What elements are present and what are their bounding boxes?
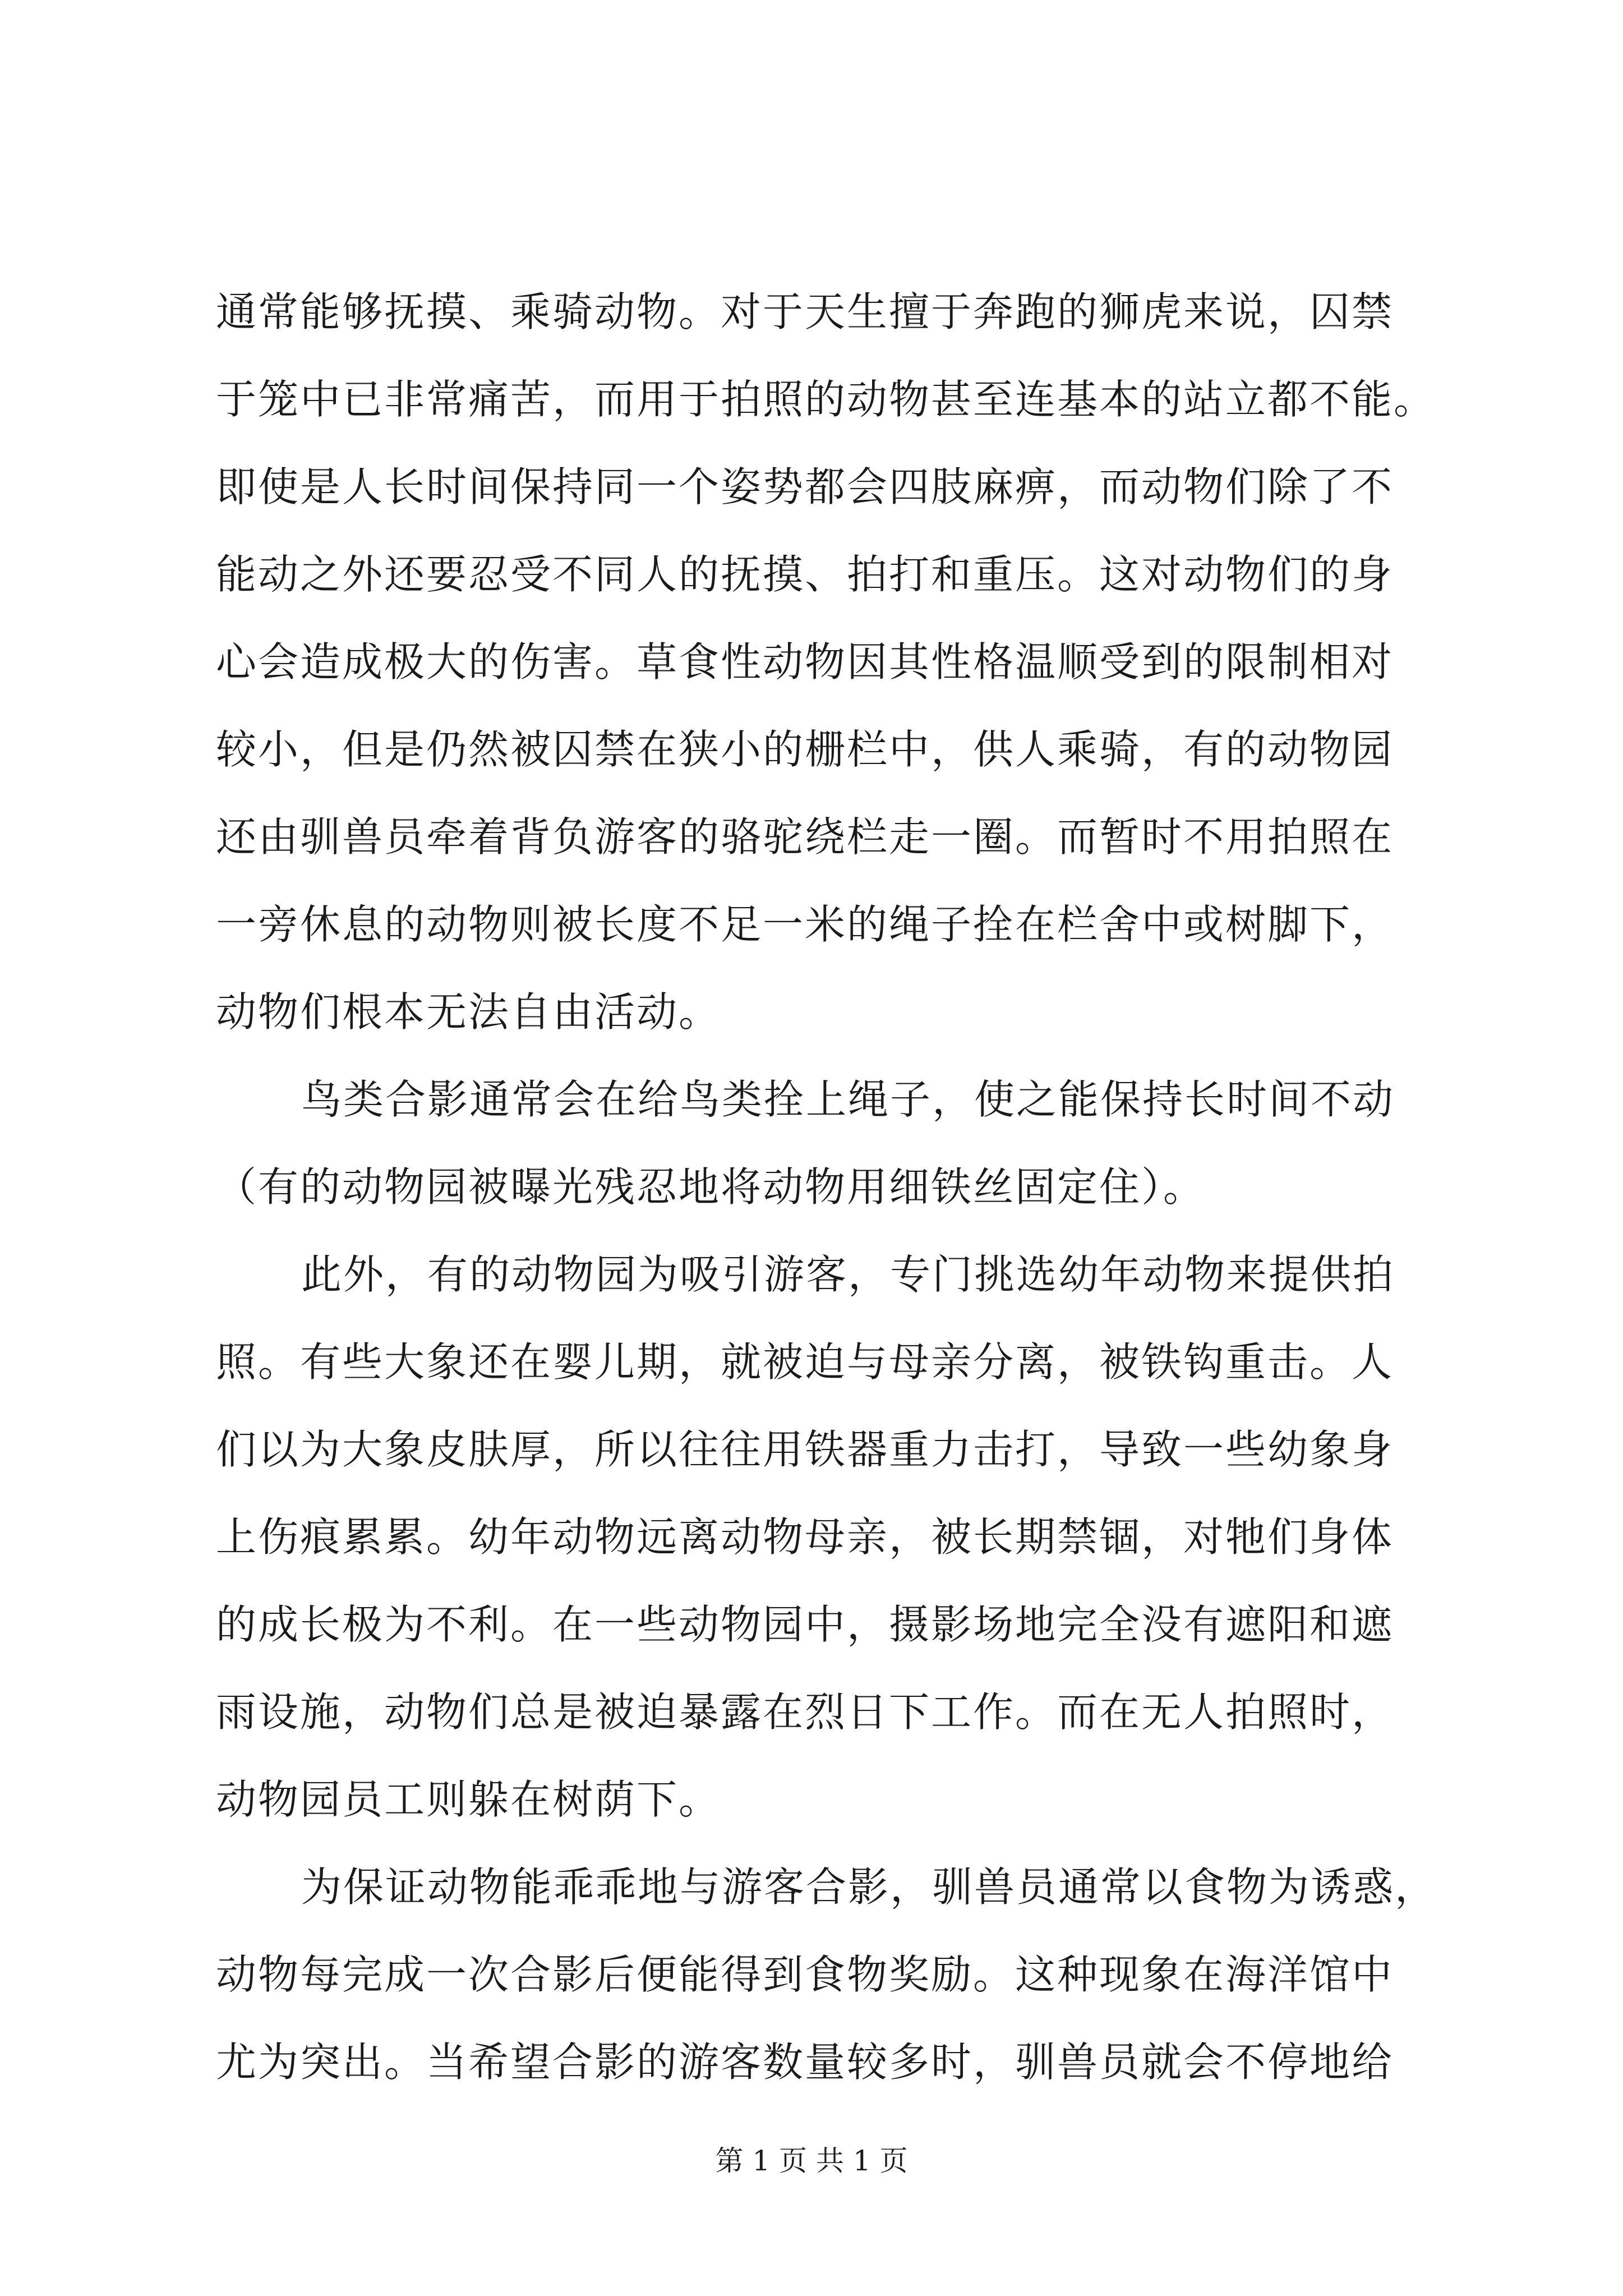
body-text <box>216 268 1438 2106</box>
text-line: 即使是人长时间保持同一个姿势都会四肢麻痹，而动物们除了不 <box>216 463 1394 510</box>
text-line: 通常能够抚摸、乘骑动物。对于天生擅于奔跑的狮虎来说，囚禁 <box>216 288 1394 335</box>
text-line: 们以为大象皮肤厚，所以往往用铁器重力击打，导致一些幼象身 <box>216 1426 1394 1473</box>
paragraph-first-line: 鸟类合影通常会在给鸟类拴上绳子，使之能保持长时间不动 <box>301 1076 1395 1123</box>
text-line: 照。有些大象还在婴儿期，就被迫与母亲分离，被铁钩重击。人 <box>216 1338 1394 1386</box>
text-line: 于笼中已非常痛苦，而用于拍照的动物甚至连基本的站立都不能。 <box>216 376 1436 423</box>
text-line: 上伤痕累累。幼年动物远离动物母亲，被长期禁锢，对牠们身体 <box>216 1513 1394 1561</box>
text-line: 能动之外还要忍受不同人的抚摸、拍打和重压。这对动物们的身 <box>216 551 1394 598</box>
text-line: 心会造成极大的伤害。草食性动物因其性格温顺受到的限制相对 <box>216 638 1394 685</box>
text-line: 尤为突出。当希望合影的游客数量较多时，驯兽员就会不停地给 <box>216 2039 1394 2086</box>
paragraph-first-line: 为保证动物能乖乖地与游客合影，驯兽员通常以食物为诱惑， <box>301 1864 1437 1911</box>
text-line: 动物每完成一次合影后便能得到食物奖励。这种现象在海洋馆中 <box>216 1951 1394 1998</box>
page-footer: 第 1 页 共 1 页 <box>715 2145 908 2177</box>
text-line: 动物园员工则躲在树荫下。 <box>216 1776 721 1823</box>
text-line: 一旁休息的动物则被长度不足一米的绳子拴在栏舍中或树脚下， <box>216 901 1394 948</box>
text-line: 的成长极为不利。在一些动物园中，摄影场地完全没有遮阳和遮 <box>216 1601 1394 1648</box>
text-line: 较小，但是仍然被囚禁在狭小的栅栏中，供人乘骑，有的动物园 <box>216 726 1394 773</box>
text-line: 还由驯兽员牵着背负游客的骆驼绕栏走一圈。而暂时不用拍照在 <box>216 813 1394 861</box>
text-line: 雨设施，动物们总是被迫暴露在烈日下工作。而在无人拍照时， <box>216 1688 1394 1736</box>
text-line: （有的动物园被曝光残忍地将动物用细铁丝固定住）。 <box>216 1163 1206 1211</box>
paragraph-first-line: 此外，有的动物园为吸引游客，专门挑选幼年动物来提供拍 <box>301 1251 1395 1298</box>
text-line: 动物们根本无法自由活动。 <box>216 988 721 1036</box>
